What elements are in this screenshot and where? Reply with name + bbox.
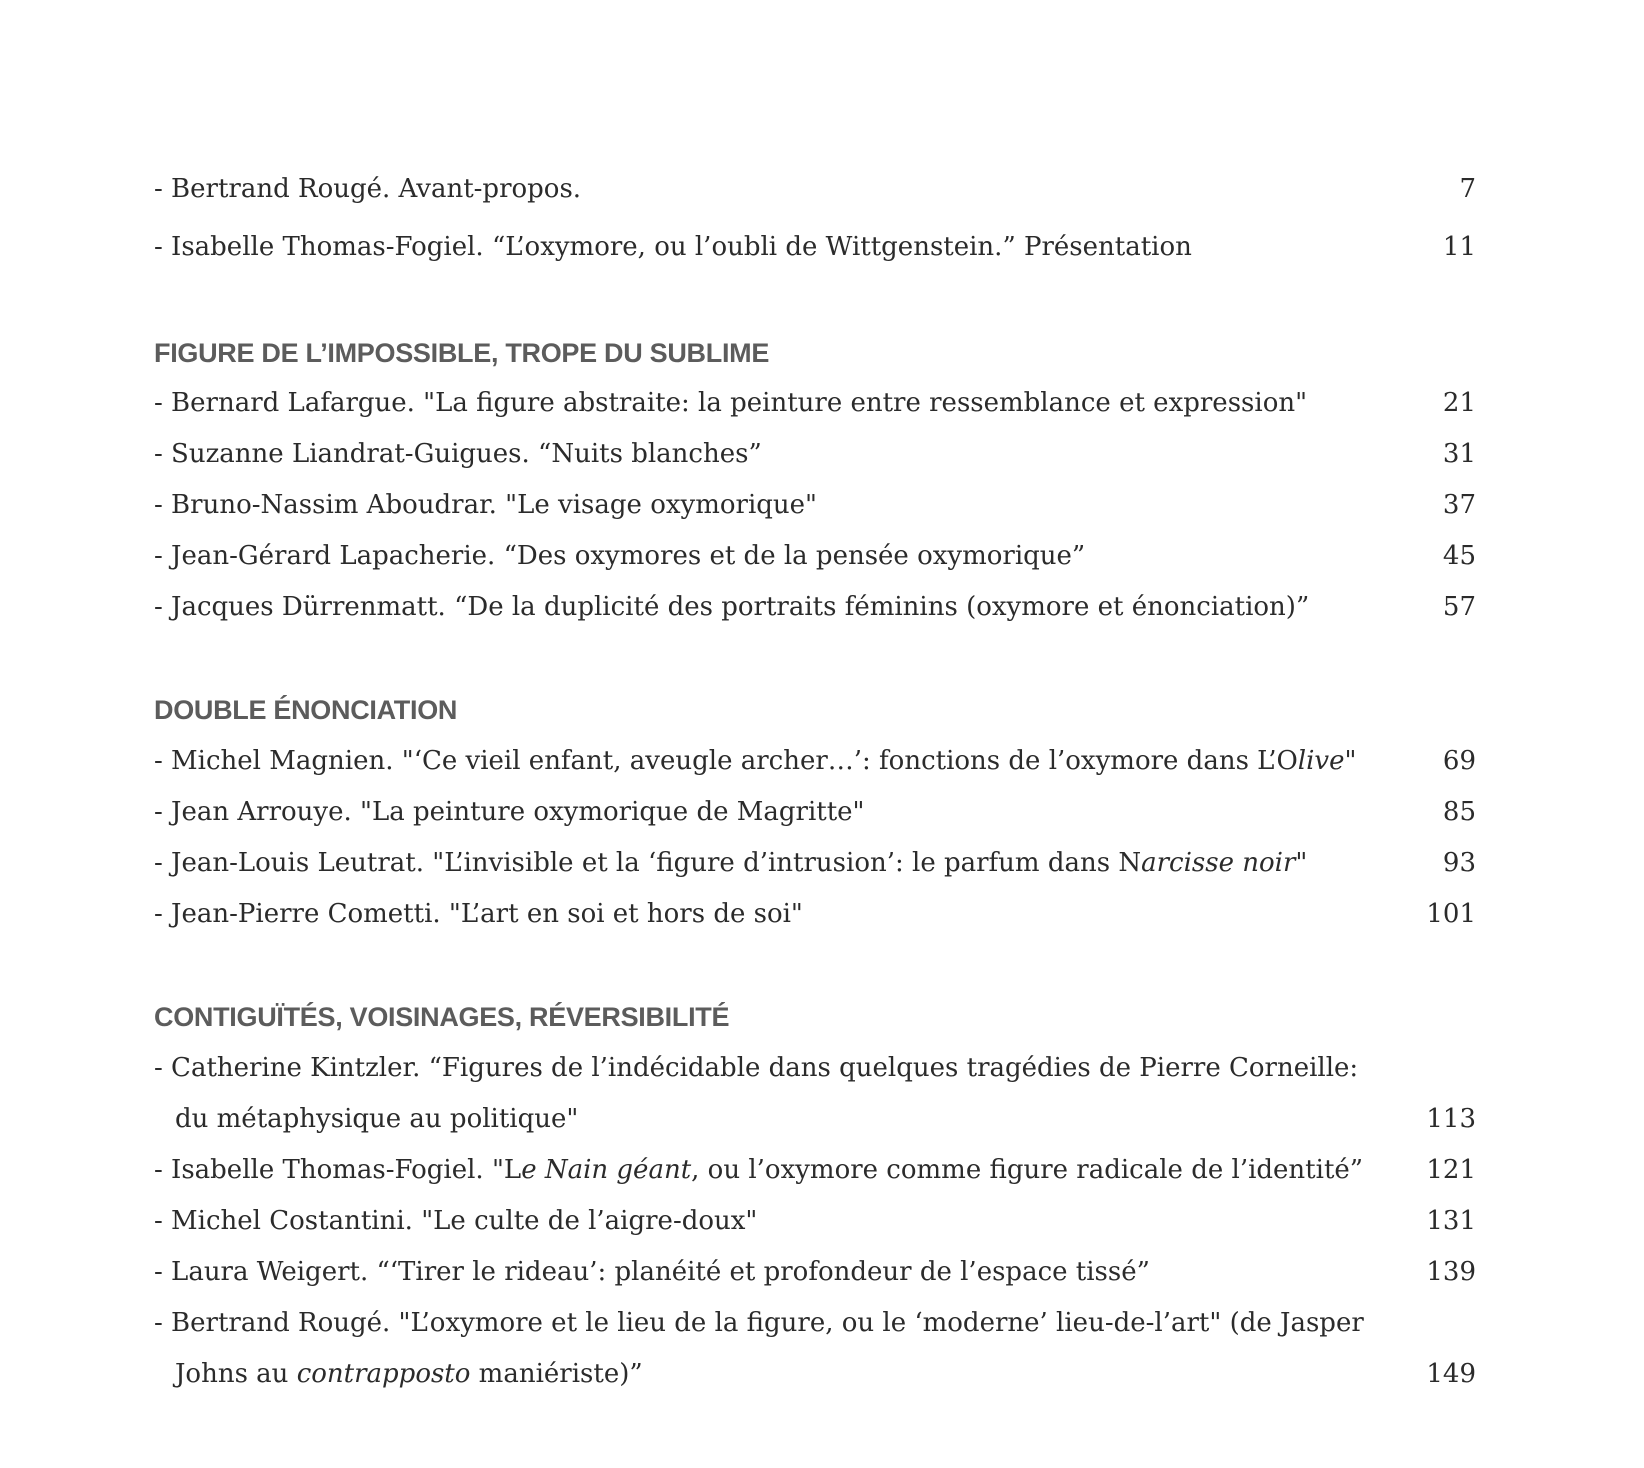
toc-entry-title: - Jean-Gérard Lapacherie. “Des oxymores et de la pensée oxymorique” (154, 541, 1086, 571)
toc-entry-page: 93 (1442, 848, 1476, 878)
toc-entry-page: 57 (1442, 592, 1476, 622)
toc-entry (154, 437, 1476, 471)
toc-entry-continuation (154, 1357, 1476, 1391)
toc-entry-page: 21 (1442, 388, 1476, 418)
toc-entry-title: - Suzanne Liandrat-Guigues. “Nuits blanches” (154, 439, 762, 469)
toc-entry-page: 121 (1426, 1155, 1476, 1185)
toc-entry (154, 897, 1476, 931)
toc-entry-page: 101 (1426, 899, 1476, 929)
toc-entry (154, 488, 1476, 522)
toc-entry-title: - Isabelle Thomas-Fogiel. “L’oxymore, ou l’oubli de Wittgenstein.” Présentation (154, 232, 1192, 262)
toc-entry-page: 31 (1442, 439, 1476, 469)
toc-entry-title: - Bertrand Rougé. Avant-propos. (154, 174, 582, 204)
section-heading: FIGURE DE L’IMPOSSIBLE, TROPE DU SUBLIME (154, 338, 770, 368)
toc-entry-title: - Jean Arrouye. "La peinture oxymorique de Magritte" (154, 797, 865, 827)
toc-entry-title: Johns au contrapposto maniériste)” (175, 1359, 643, 1389)
toc-entry (154, 1153, 1476, 1187)
toc-entry-title: - Jean-Louis Leutrat. "L’invisible et la ‘figure d’intrusion’: le parfum dans Narcisse noir" (154, 848, 1308, 878)
toc-entry-continuation (154, 1102, 1476, 1136)
toc-entry-title: - Jacques Dürrenmatt. “De la duplicité des portraits féminins (oxymore et énonciation)” (154, 592, 1310, 622)
toc-entry-page: 149 (1426, 1359, 1476, 1389)
toc-entry-page: 37 (1442, 490, 1476, 520)
toc-entry-page: 131 (1426, 1206, 1476, 1236)
toc-entry (154, 1255, 1476, 1289)
toc-entry (154, 539, 1476, 573)
toc-entry (154, 386, 1476, 420)
toc-entry (154, 744, 1476, 778)
toc-entry-page: 7 (1459, 174, 1476, 204)
toc-entry-page: 85 (1442, 797, 1476, 827)
toc-entry-page: 113 (1426, 1104, 1476, 1134)
toc-entry (154, 846, 1476, 880)
section-heading: DOUBLE ÉNONCIATION (154, 695, 458, 725)
toc-entry-title: - Bertrand Rougé. "L’oxymore et le lieu de la figure, ou le ‘moderne’ lieu-de-l’art" (de Jasper (154, 1308, 1364, 1338)
toc-entry-title: - Bruno-Nassim Aboudrar. "Le visage oxymorique" (154, 490, 817, 520)
section-heading: CONTIGUÏTÉS, VOISINAGES, RÉVERSIBILITÉ (154, 1002, 730, 1032)
toc-entry (154, 590, 1476, 624)
toc-entry-title: - Isabelle Thomas-Fogiel. "Le Nain géant, ou l’oxymore comme figure radicale de l’identité” (154, 1155, 1364, 1185)
toc-entry-title: du métaphysique au politique" (175, 1104, 579, 1134)
toc-entry-page: 69 (1442, 746, 1476, 776)
toc-entry (154, 1204, 1476, 1238)
toc-entry (154, 1051, 1476, 1085)
toc-entry-title: - Jean-Pierre Cometti. "L’art en soi et hors de soi" (154, 899, 803, 929)
toc-entry-page: 11 (1442, 232, 1476, 262)
toc-entry-title: - Michel Costantini. "Le culte de l’aigre-doux" (154, 1206, 758, 1236)
toc-entry-title: - Bernard Lafargue. "La figure abstraite: la peinture entre ressemblance et expression" (154, 388, 1308, 418)
toc-entry (154, 795, 1476, 829)
toc-entry-title: - Michel Magnien. "‘Ce vieil enfant, aveugle archer…’: fonctions de l’oxymore dans L’Olive" (154, 746, 1357, 776)
toc-entry (154, 1306, 1476, 1340)
toc-entry (154, 172, 1476, 206)
toc-entry-page: 45 (1442, 541, 1476, 571)
toc-entry-title: - Catherine Kintzler. “Figures de l’indécidable dans quelques tragédies de Pierre Corneille: (154, 1053, 1359, 1083)
toc-entry-page: 139 (1426, 1257, 1476, 1287)
toc-entry-title: - Laura Weigert. “‘Tirer le rideau’: planéité et profondeur de l’espace tissé” (154, 1257, 1150, 1287)
toc-entry (154, 230, 1476, 264)
